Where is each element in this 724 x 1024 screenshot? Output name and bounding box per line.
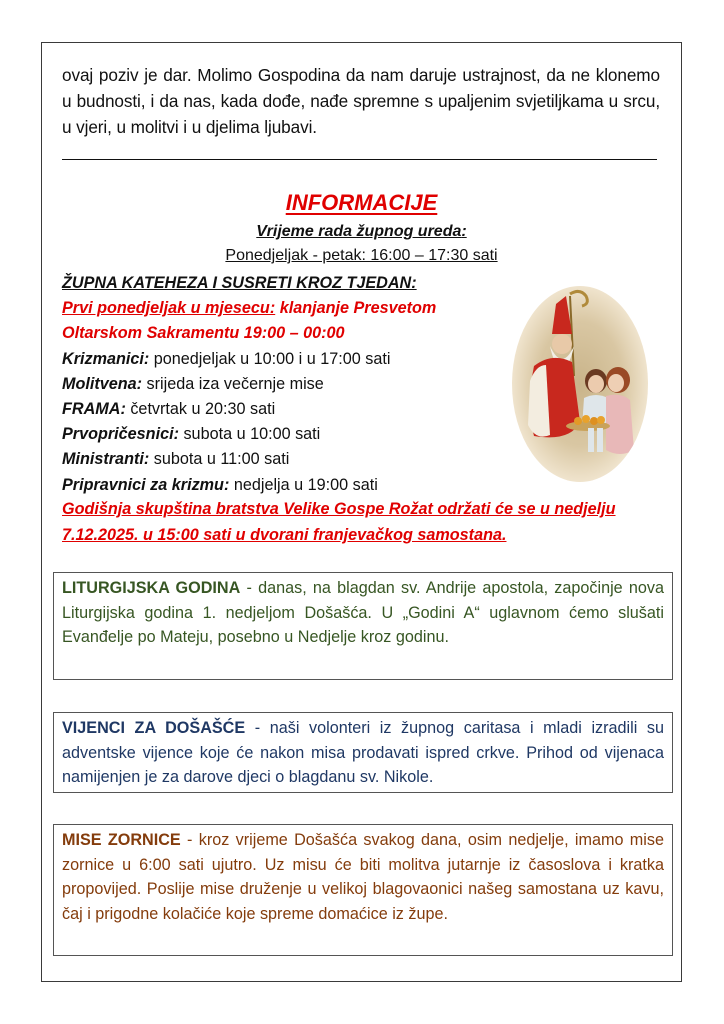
intro-paragraph xyxy=(62,62,660,140)
rorate-masses-text: - kroz vrijeme Došašća svakog dana, osim nedjelje, imamo mise zornice u 6:00 sati ujutro. Uz misu će biti molitva jutarnje iz časoslova i kratka propovijed. Poslije mise druženje u velikoj blagovaonici našeg samostana uz kavu, čaj i prigodne kolačiće koje spreme domaćice iz župe. xyxy=(62,831,664,923)
advent-wreaths-box xyxy=(53,712,673,793)
liturgical-year-box xyxy=(53,572,673,680)
schedule-label: Pripravnici za krizmu: xyxy=(62,475,230,494)
schedule-value: četvrtak u 20:30 sati xyxy=(125,400,276,419)
schedule-value: subota u 10:00 sati xyxy=(178,425,321,444)
orange xyxy=(590,417,598,425)
orange xyxy=(574,417,582,425)
office-hours-title xyxy=(41,223,682,241)
office-hours-title-colon: : xyxy=(461,223,467,240)
child-leg xyxy=(588,428,594,452)
advent-wreaths-heading: VIJENCI ZA DOŠAŠĆE xyxy=(62,719,246,737)
child-leg xyxy=(597,428,603,452)
liturgical-year-heading: LITURGIJSKA GODINA xyxy=(62,579,241,597)
schedule-label: Ministranti: xyxy=(62,450,150,469)
orange xyxy=(597,416,605,424)
orange xyxy=(582,415,590,423)
info-title: INFORMACIJE xyxy=(285,190,438,215)
schedule-value: ponedjeljak u 10:00 i u 17:00 sati xyxy=(149,349,391,368)
mitre xyxy=(552,296,572,334)
rorate-masses-heading: MISE ZORNICE xyxy=(62,831,181,849)
saint-face xyxy=(552,334,572,354)
office-hours: Ponedjeljak - petak: 16:00 – 17:30 sati xyxy=(225,247,498,264)
first-monday-label: Prvi ponedjeljak u mjesecu: xyxy=(62,299,276,318)
saint-nicholas-image xyxy=(512,286,648,482)
schedule-label: Molitvena: xyxy=(62,374,143,393)
schedule-label: Prvopričesnici: xyxy=(62,425,179,444)
advent-wreaths-text: - naši volonteri iz župnog caritasa i mladi izradili su adventske vijence koje će nakon misa prodavati ispred crkve. Prihod od vijenaca namijenjen je za darove djeci o blagdanu sv. Nikole. xyxy=(62,719,664,787)
first-monday-line-2: Oltarskom Sakramentu 19:00 – 00:00 xyxy=(62,324,345,343)
schedule-value: subota u 11:00 sati xyxy=(149,450,290,469)
schedule-label: Krizmanici: xyxy=(62,349,150,368)
first-monday-text-1: klanjanje Presvetom xyxy=(275,299,437,318)
schedule-value: nedjelja u 19:00 sati xyxy=(229,475,378,494)
saint-nicholas-illustration xyxy=(512,286,648,482)
assembly-notice xyxy=(62,496,662,548)
child-face xyxy=(588,375,604,393)
assembly-notice-line-2: 7.12.2025. u 15:00 sati u dvorani franjevačkog samostana. xyxy=(62,526,507,544)
girl-face xyxy=(608,374,624,392)
office-hours-title-text: Vrijeme rada župnog ureda xyxy=(256,223,462,240)
schedule-label: FRAMA: xyxy=(62,400,126,419)
intro-text: ovaj poziv je dar. Molimo Gospodina da nam daruje ustrajnost, da ne klonemo u budnosti, i da nas, kada dođe, nađe spremne s upaljenim svjetiljkama u srcu, u vjeri, u molitvi i u djelima ljubavi. xyxy=(62,65,660,137)
crozier-hook xyxy=(570,291,587,306)
liturgical-year-text: - danas, na blagdan sv. Andrije apostola, započinje nova Liturgijska godina 1. nedjeljom Došašća. U „Godini A“ uglavnom ćemo slušati Evanđelje po Mateju, posebno u Nedjelje kroz godinu. xyxy=(62,579,664,647)
assembly-notice-line-1: Godišnja skupština bratstva Velike Gospe Rožat održati će se u nedjelju xyxy=(62,500,616,518)
girl-dress xyxy=(606,395,634,454)
schedule-value: srijeda iza večernje mise xyxy=(142,374,324,393)
rorate-masses-box xyxy=(53,824,673,956)
section-divider xyxy=(62,159,657,160)
catechesis-heading: ŽUPNA KATEHEZA I SUSRETI KROZ TJEDAN: xyxy=(62,274,417,292)
